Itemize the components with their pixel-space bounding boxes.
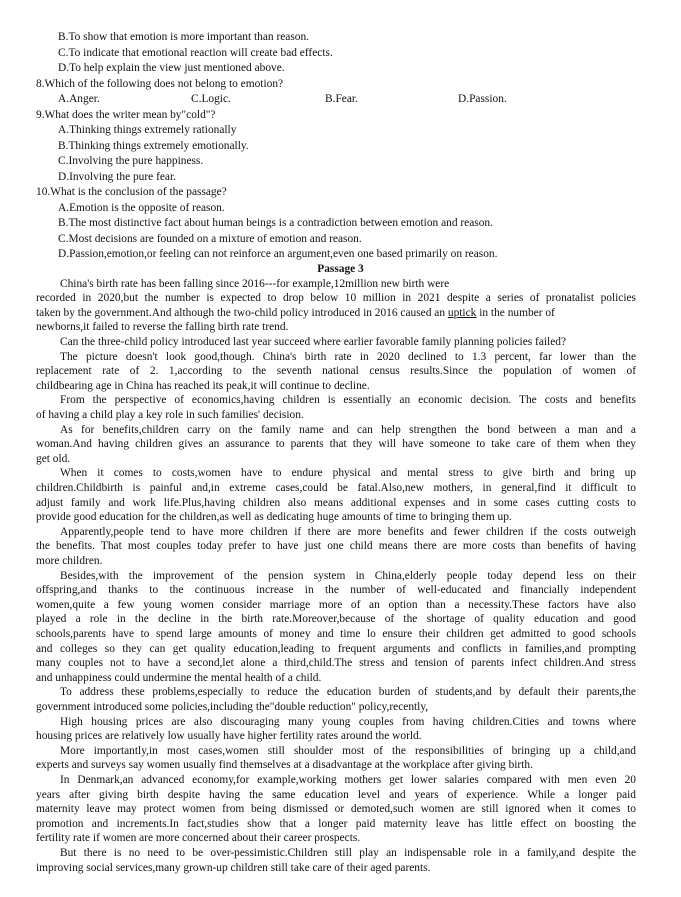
passage-line: of having a child play a key role in such families' decision.	[36, 409, 304, 421]
q9-option-b: B.Thinking things extremely emotionally.	[58, 139, 249, 152]
passage-line: years after giving birth despite having the same education level and years of experience. While a longer paid	[36, 788, 636, 801]
passage-line: As for benefits,children carry on the family name and can help strengthen the bond between a man and a	[60, 423, 636, 436]
passage-line: experts and surveys say women usually find themselves at a disadvantage at the workplace after giving birth.	[36, 759, 533, 772]
passage-line: High housing prices are also discouraging many young couples from having children.Cities and towns where	[60, 715, 636, 728]
passage-line: more children.	[36, 555, 103, 567]
q10-question: 10.What is the conclusion of the passage?	[36, 186, 227, 198]
passage-line: adjust family and work life.Plus,having children also means additional expenses and in some cases cutting costs to	[36, 496, 636, 509]
q9-option-c: C.Involving the pure happiness.	[58, 155, 204, 167]
passage-line: housing prices are relatively low usually have higher fertility rates around the world.	[36, 730, 422, 743]
passage-line: replacement rate of 2. 1,according to the seventh national census results.Since the population of women of	[36, 365, 636, 378]
q10-option-a: A.Emotion is the opposite of reason.	[58, 201, 225, 214]
q7-option-c: C.To indicate that emotional reaction will create bad effects.	[58, 46, 333, 59]
passage-line: childbearing age in China has reached its peak,it will continue to decline.	[36, 379, 370, 392]
passage-line: women,quite a few young women consider marriage more of an option than a necessity.These factors have also	[36, 598, 636, 611]
passage-line: To address these problems,especially to reduce the education burden of students,and by default their parents,the	[60, 686, 636, 699]
passage-line: When it comes to costs,women have to endure physical and mental stress to give birth and bring up	[60, 467, 636, 480]
passage-line: China's birth rate has been falling since 2016---for example,12million new birth were	[60, 277, 450, 290]
passage-line: More importantly,in most cases,women still shoulder most of the responsibilities of bringing up a child,and	[60, 744, 636, 757]
passage-line: offspring,and thanks to the continuous increase in the number of well-educated and financially independent	[36, 584, 636, 597]
passage-line: children.Childbirth is painful and,in extreme cases,could be fatal.Also,new mothers, in general,find it difficult to	[36, 482, 636, 494]
passage-line: and unhappiness could undermine the mental health of a child.	[36, 671, 322, 684]
q9-option-a: A.Thinking things extremely rationally	[58, 124, 237, 136]
q8-option-c: C.Logic.	[191, 93, 231, 105]
passage-line: recorded in 2020,but the number is expected to drop below 10 million in 2021 despite a series of pronatalist policies	[36, 292, 636, 305]
q10-option-b: B.The most distinctive fact about human beings is a contradiction between emotion and reason.	[58, 217, 493, 229]
q7-option-b: B.To show that emotion is more important than reason.	[58, 31, 310, 43]
passage-line: and colleges so they can get quality education,leading to frequent arguments and conflicts in families,and prompting	[36, 642, 636, 655]
passage-line: many couples not to have a second,let alone a third,child.The stress and tension of parents infect children.And stress	[36, 657, 636, 670]
q8-option-b: B.Fear.	[325, 93, 358, 105]
passage-line: promotion and increments.In fact,studies show that a longer paid maternity leave has little effect on boosting the	[36, 817, 636, 830]
q8-question: 8.Which of the following does not belong to emotion?	[36, 77, 284, 90]
q8-option-a: A.Anger.	[58, 93, 100, 105]
underlined-word-uptick: uptick	[447, 306, 477, 319]
q8-option-d: D.Passion.	[458, 93, 507, 105]
q7-option-d: D.To help explain the view just mentioned above.	[58, 62, 285, 74]
q10-option-c: C.Most decisions are founded on a mixture of emotion and reason.	[58, 232, 362, 245]
passage-line: the benefits. That most couples today prefer to have just one child means there are more costs than benefits of having	[36, 540, 636, 553]
q9-question: 9.What does the writer mean by"cold"?	[36, 108, 216, 121]
passage-line: provide good education for the children,as well as dedicating huge amounts of time to bringing them up.	[36, 511, 512, 524]
passage-line: newborns,it failed to reverse the falling birth rate trend.	[36, 321, 289, 334]
passage-line: played a role in the decline in the birth rate.Moreover,because of the shortage of quality education and good	[36, 613, 636, 626]
passage-line-with-underline	[36, 306, 636, 322]
passage-line: Besides,with the improvement of the pension system in China,elderly people today depend less on their	[60, 569, 636, 582]
passage-line: government introduced some policies,including the"double reduction" policy,recently,	[36, 701, 429, 713]
passage-title: Passage 3	[317, 263, 364, 275]
q9-option-d: D.Involving the pure fear.	[58, 170, 176, 183]
passage-line: But there is no need to be over-pessimistic.Children still play an indispensable role in a family,and despite the	[60, 847, 636, 859]
passage-line: improving social services,many grown-up children still take care of their aged parents.	[36, 861, 431, 874]
passage-line: woman.And having children gives an assurance to parents that they will have someone to take care of them when they	[36, 438, 636, 451]
passage-line: In Denmark,an advanced economy,for example,working mothers get lower salaries compared with men even 20	[60, 774, 636, 786]
passage-text: in the number of	[479, 306, 555, 319]
passage-text: taken by the government.And although the two-child policy introduced in 2016 caused an	[36, 306, 446, 319]
passage-line: From the perspective of economics,having children is essentially an economic decision. The costs and benefits	[60, 394, 636, 407]
passage-line: Apparently,people tend to have more children if there are more benefits and fewer children if the costs outweigh	[60, 525, 636, 538]
passage-line: Can the three-child policy introduced last year succeed where earlier favorable family planning policies failed?	[60, 336, 567, 348]
passage-line: The picture doesn't look good,though. China's birth rate in 2020 declined to 1.3 percent, far lower than the	[60, 350, 636, 363]
passage-line: schools,parents have to spend large amounts of money and time lo ensure their children get admitted to good schools	[36, 628, 636, 640]
passage-line: maternity leave may protect women from being dismissed or demoted,such women are still ignored when it comes to	[36, 803, 636, 816]
passage-line: get old.	[36, 452, 71, 465]
q10-option-d: D.Passion,emotion,or feeling can not reinforce an argument,even one based primarily on reason.	[58, 248, 498, 260]
passage-line: fertility rate if women are more concerned about their career prospects.	[36, 832, 361, 845]
